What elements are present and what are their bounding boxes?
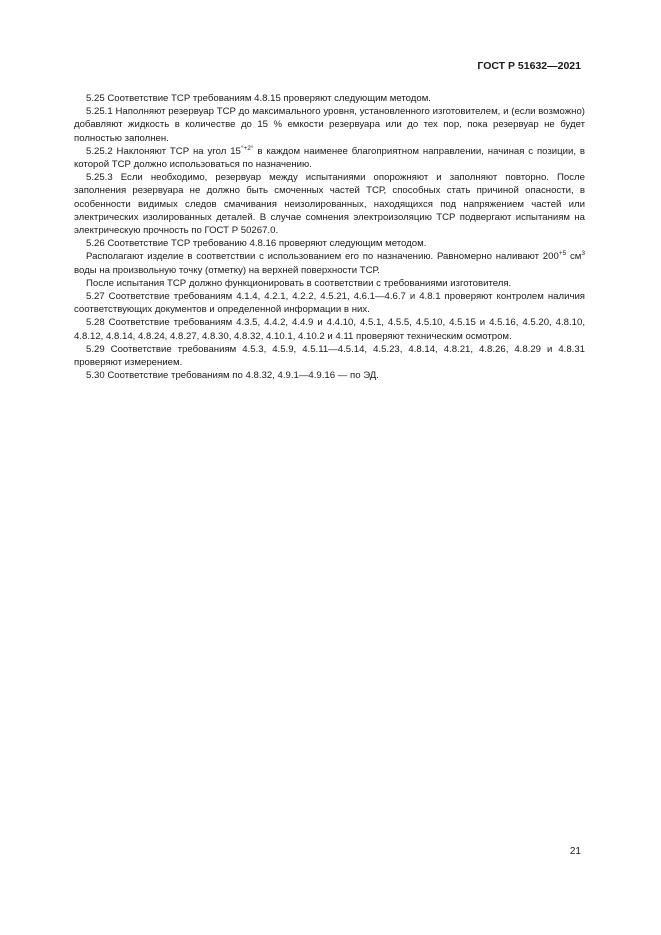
paragraph-5-25-1: 5.25.1 Наполняют резервуар ТСР до максимального уровня, установленного изготовителем, и (если возможно) добавляют жидкость в количестве до 15 % емкости резервуара или до тех пор, пока резервуар не будет полностью заполнен. — [74, 106, 585, 144]
paragraph-5-26-method-end: воды на произвольную точку (отметку) на верхней поверхности ТСР. — [74, 264, 380, 276]
paragraph-5-25-3: 5.25.3 Если необходимо, резервуар между испытаниями опорожняют и заполняют повторно. После заполнения резервуара не должно быть смоченных частей ТСР, способных стать причиной опасности, в особенности видимых следов смачивания неизолированных, находящихся под напряжением частей или электрических изолированных деталей. В случае сомнения электроизоляцию ТСР подвергают испытаниям на электрическую прочность по ГОСТ Р 50267.0. — [74, 172, 585, 237]
paragraph-5-25-2-start: 5.25.2 Наклоняют ТСР на угол 15 — [86, 145, 241, 157]
paragraph-5-25: 5.25 Соответствие ТСР требованиям 4.8.15 проверяют следующим методом. — [86, 93, 431, 104]
document-header: ГОСТ Р 51632—2021 — [477, 60, 581, 72]
unit-exponent: 3 — [581, 250, 586, 258]
paragraph-5-25-2-end: в каждом наименее благоприятном направлении, начиная с позиции, в которой ТСР должно использоваться по назначению. — [74, 145, 585, 171]
angle-tolerance: °+2° — [240, 144, 254, 152]
paragraph-5-27: 5.27 Соответствие требованиям 4.1.4, 4.2.1, 4.2.2, 4.5.21, 4.6.1—4.6.7 и 4.8.1 проверяют контролем наличия соответствующих документов и определенной информации в них. — [74, 291, 585, 316]
paragraph-5-26: 5.26 Соответствие ТСР требованию 4.8.16 проверяют следующим методом. — [86, 238, 427, 250]
paragraph-5-26-method-start: Располагают изделие в соответствии с использованием его по назначению. Равномерно наливают 200 — [86, 251, 559, 263]
document-body — [74, 92, 585, 382]
paragraph-5-26-method — [74, 250, 585, 276]
paragraph-5-28: 5.28 Соответствие требованиям 4.3.5, 4.4.2, 4.4.9 и 4.4.10, 4.5.1, 4.5.5, 4.5.10, 4.5.15 и 4.5.16, 4.5.20, 4.8.10, 4.8.12, 4.8.14, 4.8.24, 4.8.27, 4.8.30, 4.8.32, 4.10.1, 4.10.2 и 4.11 проверяют техническим осмотром. — [74, 317, 585, 342]
page-number: 21 — [569, 846, 581, 857]
paragraph-5-26-result: После испытания ТСР должно функционировать в соответствии с требованиями изготовителя. — [86, 277, 512, 289]
paragraph-5-29: 5.29 Соответствие требованиям 4.5.3, 4.5.9, 4.5.11—4.5.14, 4.5.23, 4.8.14, 4.8.21, 4.8.26, 4.8.29 и 4.8.31 проверяют измерением. — [74, 343, 585, 369]
paragraph-5-25-2 — [74, 145, 585, 171]
paragraph-5-30: 5.30 Соответствие требованиям по 4.8.32, 4.9.1—4.9.16 — по ЭД. — [86, 370, 379, 382]
volume-tolerance: +5 — [558, 250, 567, 258]
volume-unit: см — [566, 251, 582, 263]
